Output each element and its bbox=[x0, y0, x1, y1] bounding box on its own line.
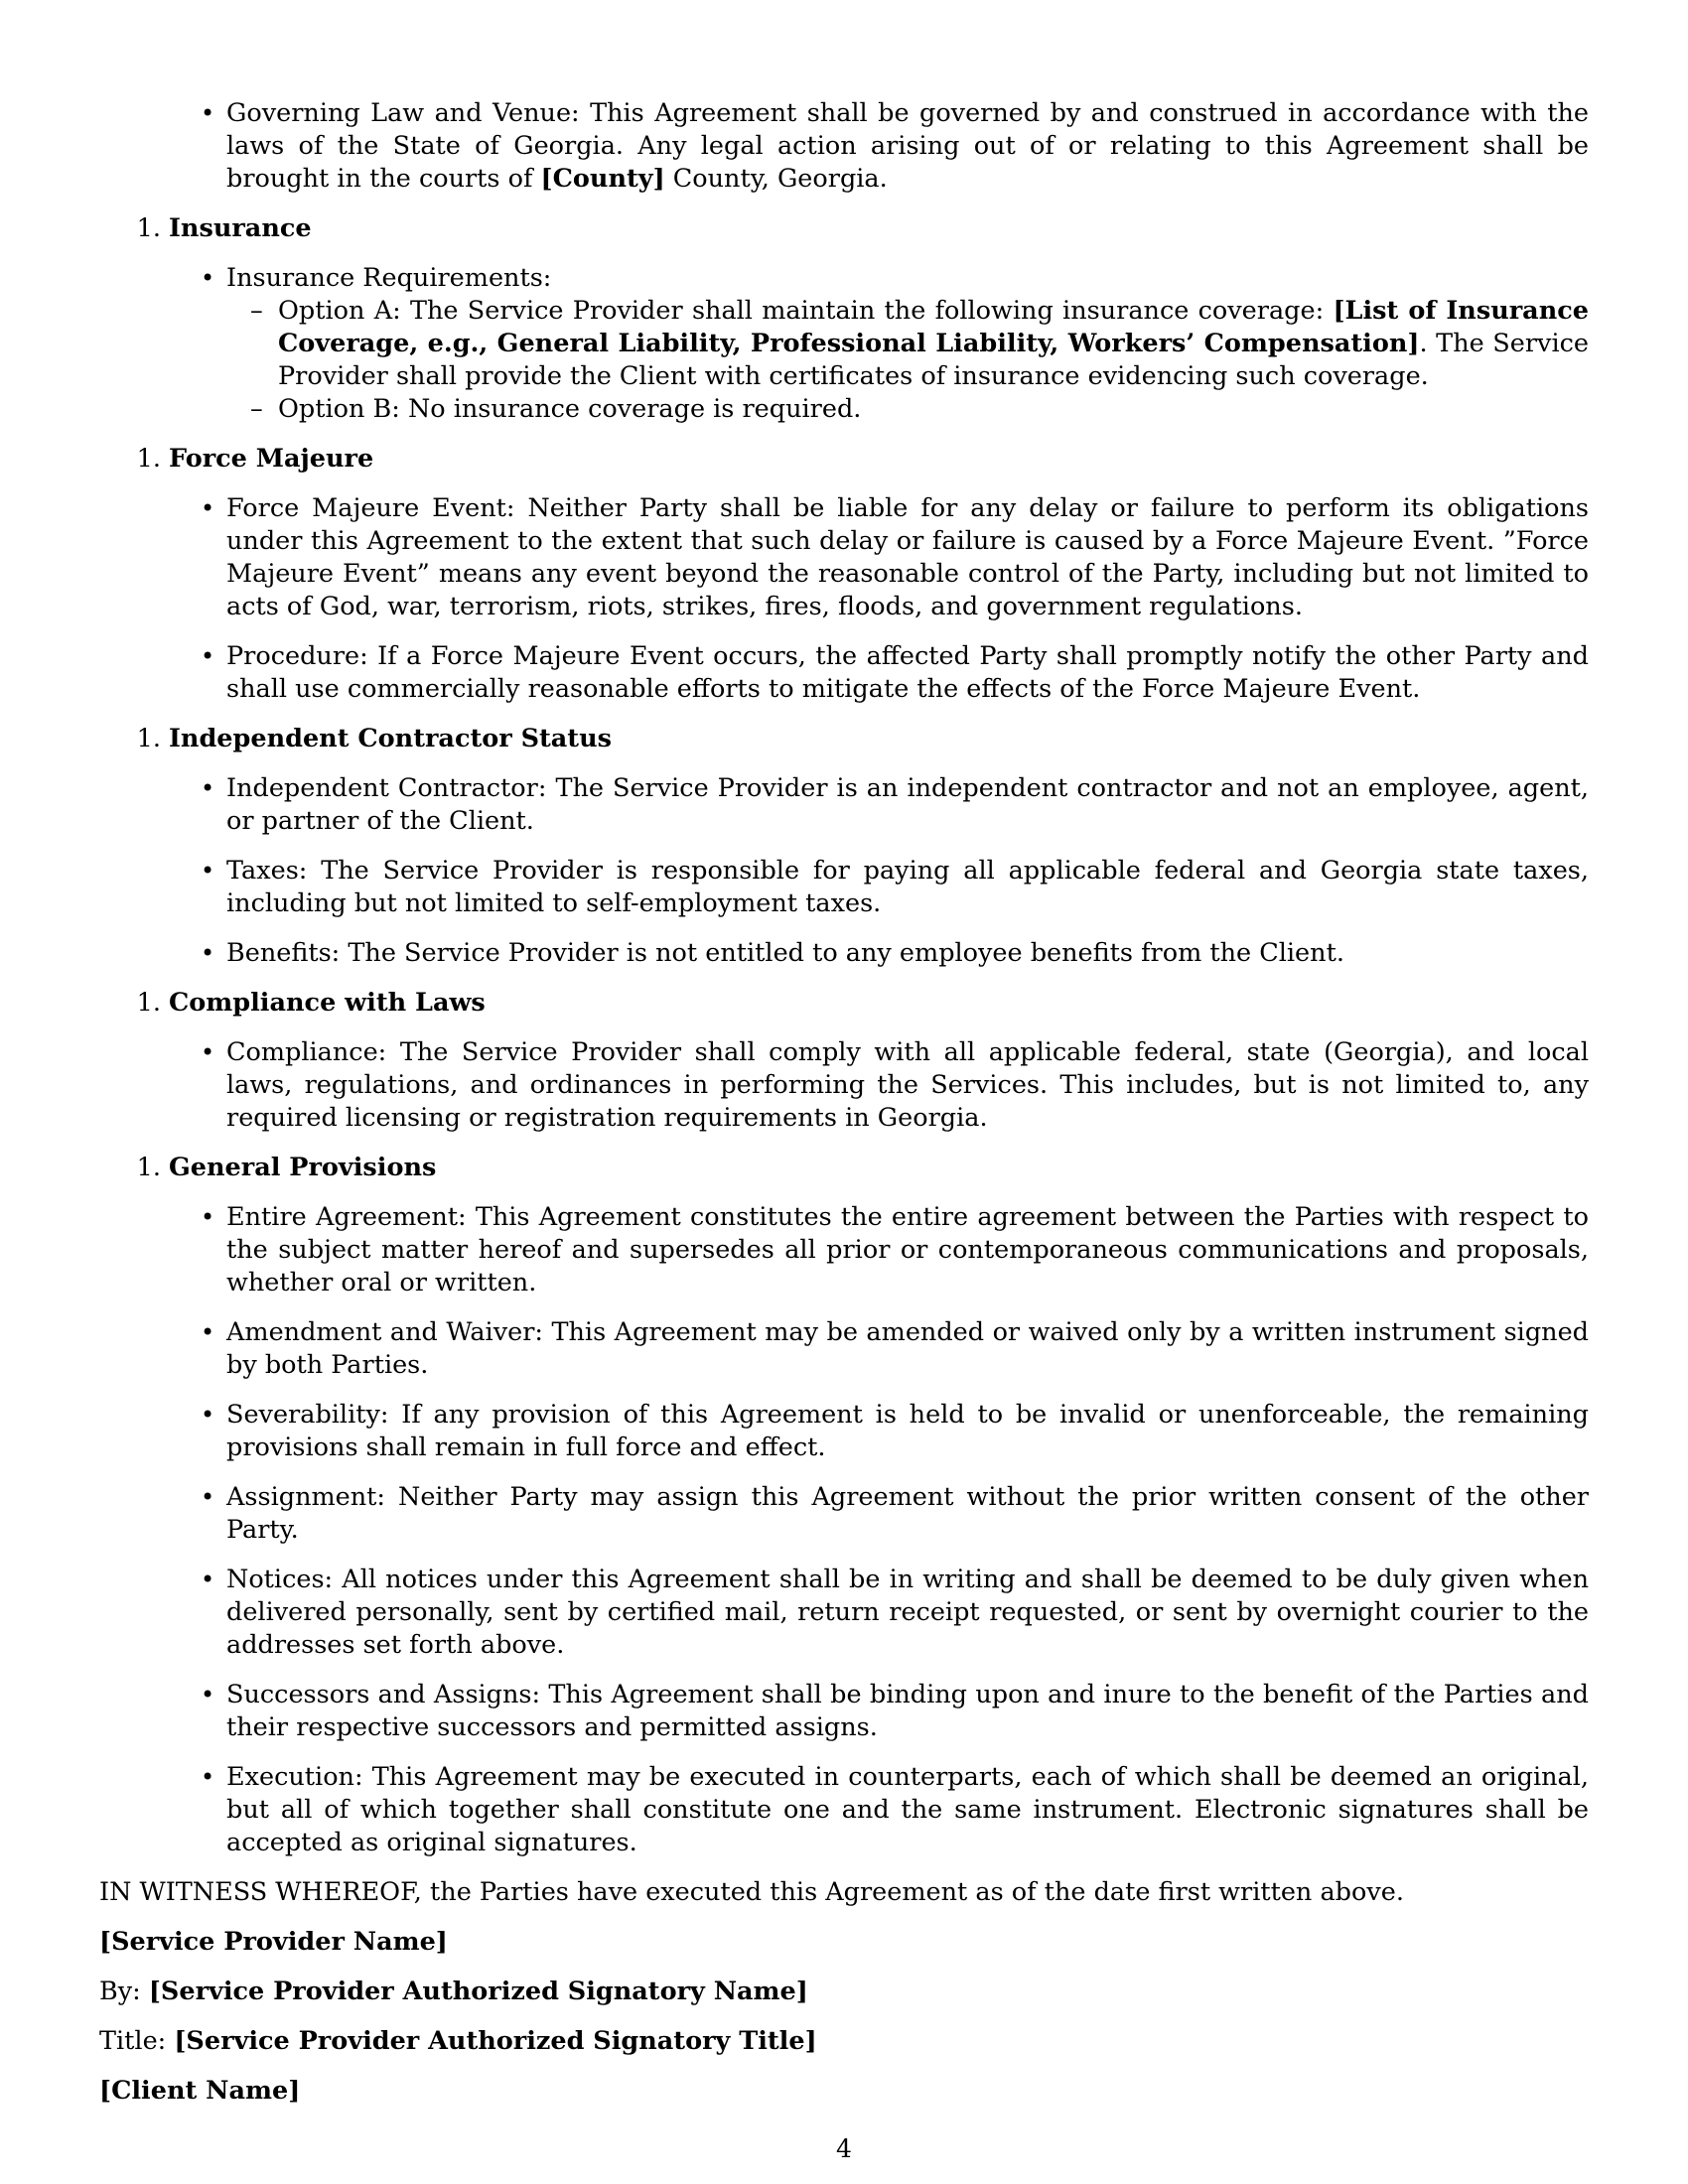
compliance-list bbox=[99, 1036, 1589, 1135]
witness-statement: IN WITNESS WHEREOF, the Parties have executed this Agreement as of the date first written above. bbox=[99, 1877, 1404, 1907]
governing-law-list bbox=[99, 97, 1589, 196]
section-compliance-heading bbox=[99, 987, 1589, 1020]
signatory-title-line bbox=[99, 2025, 1589, 2058]
section-title: Independent Contractor Status bbox=[169, 724, 612, 753]
general-provisions-list bbox=[99, 1201, 1589, 1859]
insurance-coverage-placeholder: [List of Insurance Coverage, e.g., General Liability, Professional Liability, Workers’ Compensation] bbox=[278, 296, 1589, 358]
insurance-option-b bbox=[226, 393, 1589, 426]
section-number: 1. bbox=[136, 724, 161, 753]
section-number: 1. bbox=[136, 1153, 161, 1182]
governing-law-label: Governing Law and Venue: bbox=[226, 98, 580, 128]
option-b-text: Option B: No insurance coverage is required. bbox=[278, 394, 862, 424]
governing-law-text: This Agreement shall be governed by and construed in accordance with the laws of the State of Georgia. Any legal action arising out of or relating to this Agreement shall be brought in the courts of bbox=[226, 98, 1589, 194]
list-item: • Assignment: Neither Party may assign this Agreement without the prior written consent of the other Party. bbox=[99, 1481, 1589, 1547]
list-item: • Severability: If any provision of this Agreement is held to be invalid or unenforceable, the remaining provisions shall remain in full force and effect. bbox=[99, 1399, 1589, 1464]
signatory-name-line bbox=[99, 1976, 1589, 2008]
insurance-requirements-label: Insurance Requirements: bbox=[226, 263, 552, 293]
list-item: • Benefits: The Service Provider is not entitled to any employee benefits from the Client. bbox=[99, 937, 1589, 970]
option-a-suffix: . The Service Provider shall provide the Client with certificates of insurance evidencing such coverage. bbox=[278, 329, 1589, 391]
governing-law-item bbox=[99, 97, 1589, 196]
dash-marker: – bbox=[250, 296, 263, 326]
dash-marker: – bbox=[250, 394, 263, 424]
page-number: 4 bbox=[836, 2134, 852, 2163]
document-page bbox=[99, 97, 1589, 2124]
section-number: 1. bbox=[136, 213, 161, 243]
insurance-requirements-item bbox=[99, 262, 1589, 426]
signatory-title-placeholder: [Service Provider Authorized Signatory Title] bbox=[174, 2026, 817, 2056]
option-a-text: Option A: The Service Provider shall maintain the following insurance coverage: bbox=[278, 296, 1325, 326]
list-item: • Independent Contractor: The Service Provider is an independent contractor and not an employee, agent, or partner of the Client. bbox=[99, 772, 1589, 838]
by-label: By: bbox=[99, 1977, 141, 2006]
list-item: • Notices: All notices under this Agreement shall be in writing and shall be deemed to be duly given when delivered personally, sent by certified mail, return receipt requested, or sent by overnight courier to the addresses set forth above. bbox=[99, 1564, 1589, 1662]
county-placeholder: [County] bbox=[540, 164, 665, 194]
section-general-provisions-heading bbox=[99, 1152, 1589, 1184]
section-number: 1. bbox=[136, 988, 161, 1018]
force-majeure-list bbox=[99, 492, 1589, 706]
insurance-list bbox=[99, 262, 1589, 426]
section-force-majeure-heading bbox=[99, 443, 1589, 476]
client-name: [Client Name] bbox=[99, 2076, 301, 2106]
list-item: • Successors and Assigns: This Agreement shall be binding upon and inure to the benefit of the Parties and their respective successors and permitted assigns. bbox=[99, 1679, 1589, 1744]
list-item: • Taxes: The Service Provider is responsible for paying all applicable federal and Georgia state taxes, including but not limited to self-employment taxes. bbox=[99, 855, 1589, 920]
section-insurance-heading bbox=[99, 212, 1589, 245]
section-title: Compliance with Laws bbox=[169, 988, 486, 1018]
section-title: General Provisions bbox=[169, 1153, 437, 1182]
title-label: Title: bbox=[99, 2026, 167, 2056]
section-independent-contractor-heading bbox=[99, 723, 1589, 755]
list-item: • Execution: This Agreement may be executed in counterparts, each of which shall be deemed an original, but all of which together shall constitute one and the same instrument. Electronic signatures shall be accepted as original signatures. bbox=[99, 1761, 1589, 1859]
independent-contractor-list bbox=[99, 772, 1589, 970]
section-title: Insurance bbox=[169, 213, 312, 243]
list-item: • Compliance: The Service Provider shall comply with all applicable federal, state (Georgia), and local laws, regulations, and ordinances in performing the Services. This includes, but is not limited to, any required licensing or registration requirements in Georgia. bbox=[99, 1036, 1589, 1135]
insurance-option-a bbox=[226, 295, 1589, 393]
section-title: Force Majeure bbox=[169, 444, 374, 474]
section-number: 1. bbox=[136, 444, 161, 474]
list-item: • Amendment and Waiver: This Agreement may be amended or waived only by a written instrument signed by both Parties. bbox=[99, 1316, 1589, 1382]
list-item: • Entire Agreement: This Agreement constitutes the entire agreement between the Parties with respect to the subject matter hereof and supersedes all prior or contemporaneous communications and proposals, whether oral or written. bbox=[99, 1201, 1589, 1299]
signatory-name-placeholder: [Service Provider Authorized Signatory Name] bbox=[148, 1977, 808, 2006]
service-provider-name: [Service Provider Name] bbox=[99, 1927, 448, 1957]
list-item: • Procedure: If a Force Majeure Event occurs, the affected Party shall promptly notify the other Party and shall use commercially reasonable efforts to mitigate the effects of the Force Majeure Event. bbox=[99, 640, 1589, 706]
list-item: • Force Majeure Event: Neither Party shall be liable for any delay or failure to perform its obligations under this Agreement to the extent that such delay or failure is caused by a Force Majeure Event. ”Force Majeure Event” means any event beyond the reasonable control of the Party, including but not limited to acts of God, war, terrorism, riots, strikes, fires, floods, and government regulations. bbox=[99, 492, 1589, 623]
governing-law-suffix: County, Georgia. bbox=[672, 164, 888, 194]
